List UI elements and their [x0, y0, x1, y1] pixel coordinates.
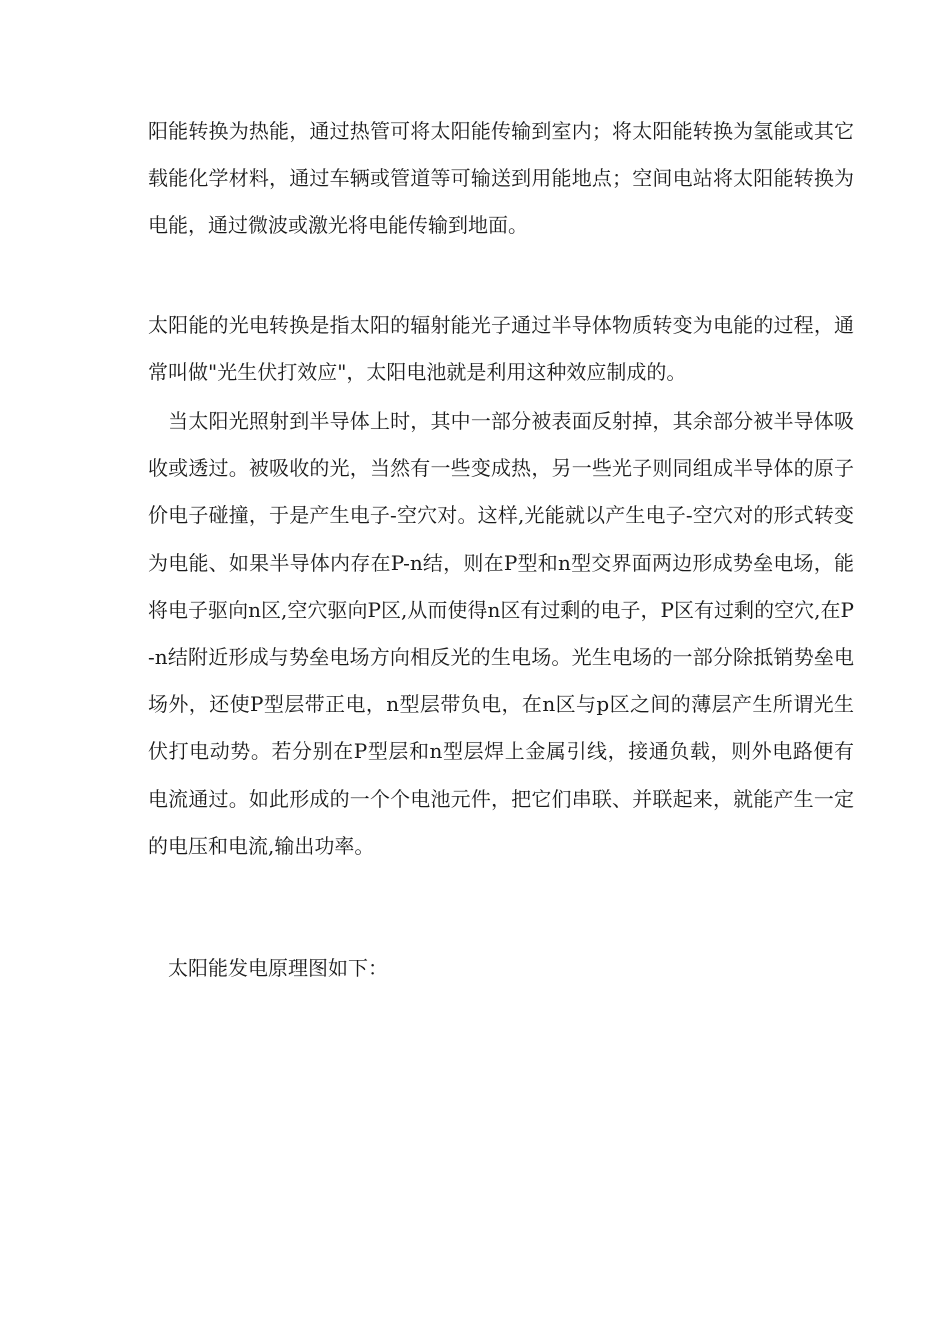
paragraph-photovoltaic-effect-definition: 太阳能的光电转换是指太阳的辐射能光子通过半导体物质转变为电能的过程，通常叫做"光生伏打效应"，太阳电池就是利用这种效应制成的。	[148, 313, 854, 385]
paragraph-diagram-intro: 太阳能发电原理图如下：	[148, 956, 388, 980]
paragraph-semiconductor-mechanism: 当太阳光照射到半导体上时，其中一部分被表面反射掉，其余部分被半导体吸收或透过。被吸收的光，当然有一些变成热，另一些光子则同组成半导体的原子价电子碰撞，于是产生电子-空穴对。这样,光能就以产生电子-空穴对的形式转变为电能、如果半导体内存在P-n结，则在P型和n型交界面两边形成势垒电场，能将电子驱向n区,空穴驱向P区,从而使得n区有过剩的电子，P区有过剩的空穴,在P-n结附近形成与势垒电场方向相反光的生电场。光生电场的一部分除抵销势垒电场外，还使P型层带正电，n型层带负电，在n区与p区之间的薄层产生所谓光生伏打电动势。若分别在P型层和n型层焊上金属引线，接通负载，则外电路便有电流通过。如此形成的一个个电池元件，把它们串联、并联起来，就能产生一定的电压和电流,输出功率。	[148, 409, 854, 858]
paragraph-solar-energy-conversion-methods: 阳能转换为热能，通过热管可将太阳能传输到室内；将太阳能转换为氢能或其它载能化学材料，通过车辆或管道等可输送到用能地点；空间电站将太阳能转换为电能，通过微波或激光将电能传输到地面。	[148, 119, 854, 238]
